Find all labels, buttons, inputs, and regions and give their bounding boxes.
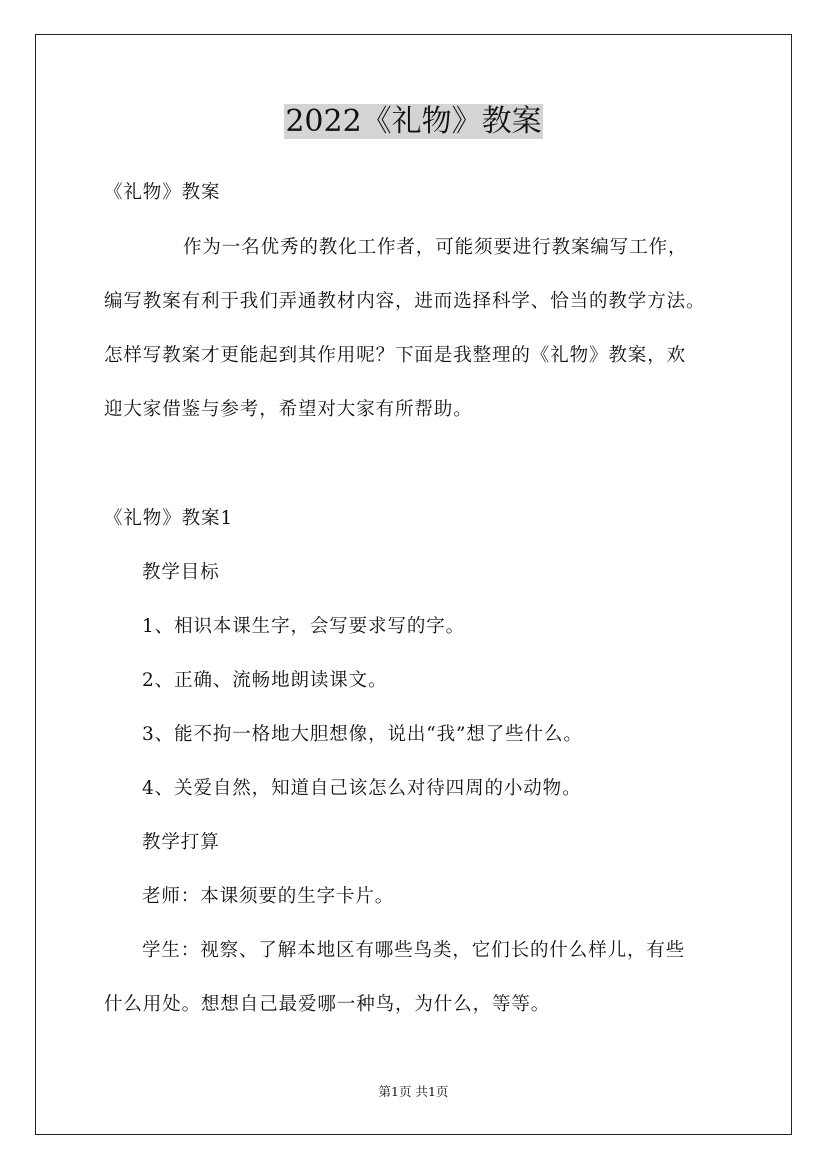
goal-item-2: 2、正确、流畅地朗读课文。 (142, 670, 388, 691)
document-title-text: 2022《礼物》教案 (285, 104, 542, 139)
section-heading: 《礼物》教案1 (104, 508, 234, 529)
goal-item-1: 1、相识本课生字，会写要求写的字。 (142, 616, 466, 637)
intro-line-2: 编写教案有利于我们弄通教材内容，进而选择科学、恰当的教学方法。 (104, 291, 706, 312)
goal-item-4: 4、关爱自然，知道自己该怎么对待四周的小动物。 (142, 778, 582, 799)
intro-line-1: 作为一名优秀的教化工作者，可能须要进行教案编写工作， (183, 237, 688, 258)
document-title (0, 101, 827, 143)
student-prep-line-1: 学生：视察、了解本地区有哪些鸟类，它们长的什么样儿，有些 (142, 940, 686, 961)
document-subtitle: 《礼物》教案 (104, 182, 221, 203)
intro-line-3: 怎样写教案才更能起到其作用呢？下面是我整理的《礼物》教案，欢 (104, 345, 687, 366)
intro-line-4: 迎大家借鉴与参考，希望对大家有所帮助。 (104, 399, 473, 420)
page-footer: 第1页 共1页 (378, 1084, 449, 1099)
prep-heading: 教学打算 (142, 832, 220, 853)
teacher-prep: 老师：本课须要的生字卡片。 (142, 886, 395, 907)
goal-item-3: 3、能不拘一格地大胆想像，说出“我”想了些什么。 (142, 724, 583, 745)
goals-heading: 教学目标 (142, 562, 220, 583)
student-prep-line-2: 什么用处。想想自己最爱哪一种鸟，为什么，等等。 (104, 994, 551, 1015)
